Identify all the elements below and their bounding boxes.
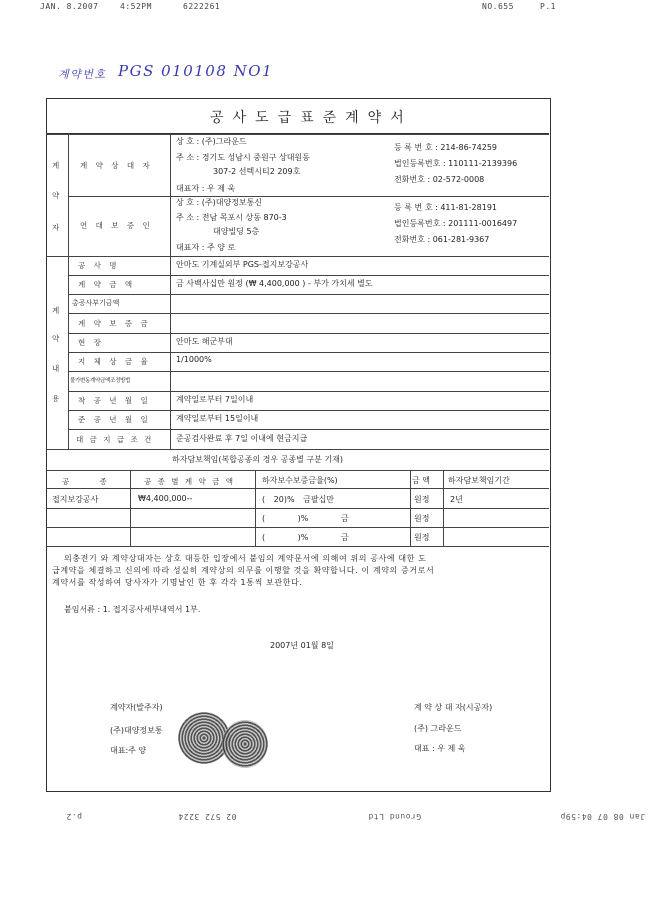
guarantor-role: 연 대 보 증 인 [80, 221, 153, 230]
bleed-text: Jan 08 07 04:59p [560, 812, 646, 821]
fax-number: 6222261 [183, 2, 221, 11]
guarantor-representative: 대표자 : 주 양 로 [176, 243, 236, 252]
rule [410, 470, 411, 546]
rule [46, 527, 549, 528]
contractor-address-2: 307-2 선텍시티2 209호 [213, 167, 301, 176]
row-value-delay-rate: 1/1000% [176, 355, 212, 364]
rule [170, 134, 171, 256]
row-label-amount: 계 약 금 액 [78, 280, 136, 289]
row-label-start: 착 공 년 월 일 [78, 396, 151, 405]
rule [46, 470, 549, 471]
defect-header-rate: 하자보수보증금율(%) [262, 476, 338, 485]
contractor-address: 주 소 : 경기도 성남시 중원구 상대원동 [176, 153, 310, 162]
guarantor-name: 상 호 : (주)대양정보통신 [176, 198, 263, 207]
row-label-payment: 대 금 지 급 조 건 [76, 435, 154, 444]
company-seal-stamp [222, 720, 268, 768]
rule [130, 470, 131, 546]
rule [68, 275, 549, 276]
row-label-delay-rate: 지 체 상 금 율 [78, 357, 151, 366]
row-label-site: 현 장 [78, 338, 104, 347]
side-label: 계 [52, 306, 63, 315]
rule [68, 371, 549, 372]
defect-caption: 하자담보책임(복합공종의 경우 공종별 구분 기재) [172, 455, 343, 464]
defect-row-rate: ( )% 금 [262, 533, 349, 542]
agreement-paragraph-line: 급계약을 체결하고 신의에 따라 성실히 계약상의 의무를 이행할 것을 확약합니다. 이 계약의 증거로서 [52, 566, 435, 575]
contractor-reg-no: 등 록 번 호 : 214-86-74259 [394, 143, 497, 152]
contract-date: 2007년 01월 8일 [270, 641, 334, 650]
side-label: 계 [52, 161, 63, 170]
rule [46, 488, 549, 489]
guarantor-reg-no: 등 록 번 호 : 411-81-28191 [394, 203, 497, 212]
rule [68, 313, 549, 314]
bleed-text: 02 572 3224 [178, 812, 237, 821]
row-label-deposit: 계 약 보 증 금 [78, 319, 151, 328]
sign-right-company: (주) 그라운드 [414, 724, 462, 733]
agreement-paragraph-line: 계약서를 작성하여 당사자가 기명날인 한 후 각각 1통씩 보관한다. [52, 578, 303, 587]
side-label: 용 [52, 394, 63, 403]
rule [46, 256, 549, 257]
agreement-paragraph-line: 의충전기 와 계약상대자는 상호 대등한 입장에서 붙임의 계약문서에 의해여 위의 공사에 대한 도 [64, 554, 427, 563]
defect-header-period: 하자담보책임기간 [448, 476, 510, 485]
guarantor-corp-no: 법인등록번호 : 201111-0016497 [394, 219, 518, 228]
document-title: 공사도급표준계약서 [210, 110, 413, 126]
row-value-project: 안마도 기계실외부 PGS-접지보강공사 [176, 260, 309, 269]
rule [46, 134, 549, 135]
row-label-project: 공 사 명 [78, 261, 120, 270]
defect-row-period: 2년 [450, 495, 463, 504]
row-label-completion: 준 공 년 월 일 [78, 415, 151, 424]
rule [46, 508, 549, 509]
row-value-start: 계약일로부터 7일이내 [176, 395, 254, 404]
rule [255, 470, 256, 546]
defect-row-rate: ( 20)% 금팔십만 [262, 495, 335, 504]
defect-row-unit: 원정 [414, 533, 430, 542]
sign-right-title: 계 약 상 대 자(시공자) [414, 703, 493, 712]
side-label: 약 [52, 191, 63, 200]
rule [68, 294, 549, 295]
row-value-site: 안마도 해군부대 [176, 337, 233, 346]
defect-header-money: 금 액 [412, 476, 430, 485]
fax-time: 4:52PM [120, 2, 152, 11]
sign-left-title: 계약자(발주자) [110, 703, 163, 712]
side-label: 내 [52, 364, 63, 373]
defect-row-type: 접지보강공사 [52, 495, 99, 504]
bleed-text: p.2 [66, 812, 82, 821]
row-value-completion: 계약일로부터 15일이내 [176, 414, 259, 423]
row-value-payment: 준공검사완료 후 7일 이내에 현금지급 [176, 434, 308, 443]
sign-left-company: (주)대양정보통 [110, 726, 163, 735]
rule [68, 352, 549, 353]
sign-right-rep: 대표 : 우 제 욱 [414, 744, 466, 753]
rule [68, 134, 69, 256]
attachment-note: 붙임서류 : 1. 접지공사세부내역서 1부. [64, 605, 201, 614]
contractor-phone: 전화번호 : 02-572-0008 [394, 175, 485, 184]
contractor-corp-no: 법인등록번호 : 110111-2139396 [394, 159, 518, 168]
defect-header-amount: 공 종 별 계 약 금 액 [144, 477, 236, 486]
rule [68, 410, 549, 411]
contractor-representative: 대표자 : 우 제 욱 [176, 184, 236, 193]
contractor-name: 상 호 : (주)그라운드 [176, 137, 247, 146]
defect-row-amount: ₩4,400,000-- [138, 494, 193, 503]
rule [68, 429, 549, 430]
bleed-text: Ground Ltd [368, 812, 422, 821]
guarantor-address: 주 소 : 전남 목포시 상동 870-3 [176, 213, 287, 222]
side-label: 약 [52, 334, 63, 343]
side-label: 자 [52, 223, 63, 232]
defect-row-unit: 원정 [414, 495, 430, 504]
row-label-total: 총공사부기금액 [72, 299, 120, 307]
defect-row-unit: 원정 [414, 514, 430, 523]
row-label-price-adjust: 물가변동계약금액조정방법 [70, 378, 131, 384]
rule [68, 333, 549, 334]
rule [46, 546, 549, 547]
sign-left-rep: 대표:주 양 [110, 746, 147, 755]
defect-header-type: 공 종 [62, 477, 121, 486]
row-value-amount: 금 사백사십만 원정 (₩ 4,400,000 ) - 부가 가치세 별도 [176, 279, 373, 288]
defect-row-rate: ( )% 금 [262, 514, 349, 523]
handwritten-label: 계약번호 [58, 68, 107, 81]
handwritten-contract-number: PGS 010108 NO1 [118, 62, 274, 80]
rule [68, 196, 549, 197]
fax-date: JAN. 8.2007 [40, 2, 99, 11]
rule [443, 470, 444, 546]
rule [68, 391, 549, 392]
fax-no: NO.655 [482, 2, 514, 11]
guarantor-phone: 전화번호 : 061-281-9367 [394, 235, 490, 244]
contractor-role: 계 약 상 대 자 [80, 161, 153, 170]
guarantor-address-2: 대양빌딩 5층 [213, 227, 260, 236]
fax-page: P.1 [540, 2, 556, 11]
rule [46, 449, 549, 450]
